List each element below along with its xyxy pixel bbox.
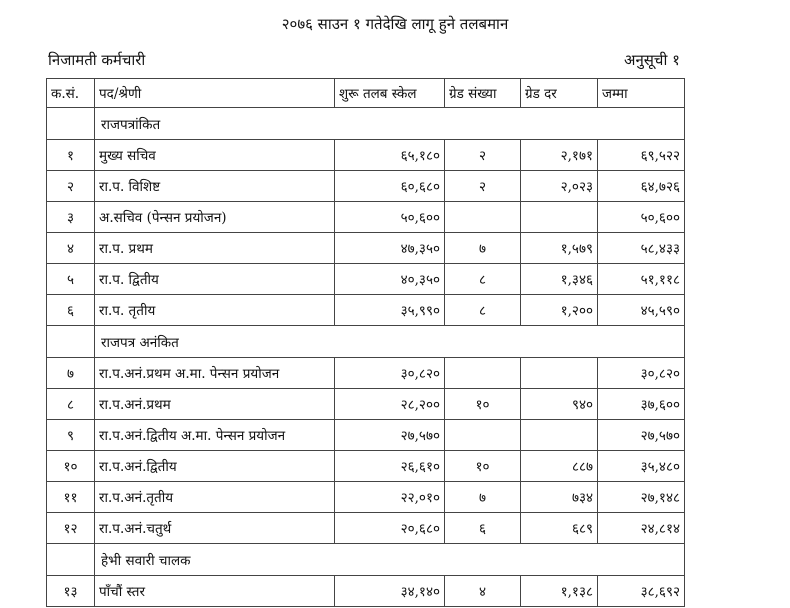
cell-grade-rate: ६८९ <box>521 513 598 544</box>
cell-total: २७,१४८ <box>598 482 685 513</box>
cell-post: रा.प.अनं.तृतीय <box>95 482 335 513</box>
cell-grade-rate: १,५७९ <box>521 233 598 264</box>
cell-serial: १२ <box>47 513 95 544</box>
table-row <box>47 140 685 171</box>
table-row <box>47 295 685 326</box>
cell-scale: ६०,६८० <box>335 171 445 202</box>
cell-grade-rate: २,१७१ <box>521 140 598 171</box>
cell-post: रा.प.अनं.द्वितीय <box>95 451 335 482</box>
cell-total: ५८,४३३ <box>598 233 685 264</box>
section-row <box>47 544 685 576</box>
cell-grade-rate: ७३४ <box>521 482 598 513</box>
cell-post: रा.प.अनं.द्वितीय अ.मा. पेन्सन प्रयोजन <box>95 420 335 451</box>
cell-grade-count: ७ <box>445 482 521 513</box>
cell-scale: २०,६८० <box>335 513 445 544</box>
cell-post: रा.प.अनं.प्रथम <box>95 389 335 420</box>
cell-grade-rate: ८८७ <box>521 451 598 482</box>
cell-serial: ५ <box>47 264 95 295</box>
cell-post: पाँचौं स्तर <box>95 576 335 607</box>
cell-grade-rate <box>521 420 598 451</box>
cell-grade-count: ८ <box>445 295 521 326</box>
salary-table <box>46 78 685 607</box>
cell-scale: ४०,३५० <box>335 264 445 295</box>
cell-serial: २ <box>47 171 95 202</box>
cell-post: मुख्य सचिव <box>95 140 335 171</box>
cell-grade-count: २ <box>445 140 521 171</box>
cell-grade-rate: १,३४६ <box>521 264 598 295</box>
cell-total: ६९,५२२ <box>598 140 685 171</box>
cell-post: रा.प.अनं.चतुर्थ <box>95 513 335 544</box>
cell-total: २४,८१४ <box>598 513 685 544</box>
cell-grade-count: ४ <box>445 576 521 607</box>
employee-category: निजामती कर्मचारी <box>48 51 146 69</box>
cell-grade-rate: १,२०० <box>521 295 598 326</box>
cell-serial: ८ <box>47 389 95 420</box>
cell-post: रा.प. द्वितीय <box>95 264 335 295</box>
cell-total: ५०,६०० <box>598 202 685 233</box>
cell-grade-rate <box>521 202 598 233</box>
cell-post: रा.प.अनं.प्रथम अ.मा. पेन्सन प्रयोजन <box>95 358 335 389</box>
document-title: २०७६ साउन १ गतेदेखि लागू हुने तलबमान <box>281 15 509 33</box>
cell-grade-rate <box>521 358 598 389</box>
cell-grade-count: २ <box>445 171 521 202</box>
cell-total: ३५,४८० <box>598 451 685 482</box>
table-row <box>47 233 685 264</box>
cell-post: रा.प. तृतीय <box>95 295 335 326</box>
cell-grade-count: ७ <box>445 233 521 264</box>
cell-post: रा.प. प्रथम <box>95 233 335 264</box>
cell-grade-count: ६ <box>445 513 521 544</box>
cell-serial: १० <box>47 451 95 482</box>
cell-post: रा.प. विशिष्ट <box>95 171 335 202</box>
section-blank-cell <box>47 544 95 576</box>
cell-serial: ६ <box>47 295 95 326</box>
cell-grade-rate: ९४० <box>521 389 598 420</box>
cell-total: २७,५७० <box>598 420 685 451</box>
table-row <box>47 513 685 544</box>
cell-grade-count: ८ <box>445 264 521 295</box>
cell-serial: ४ <box>47 233 95 264</box>
cell-scale: ३५,९९० <box>335 295 445 326</box>
section-label: हेभी सवारी चालक <box>95 544 685 576</box>
cell-serial: १ <box>47 140 95 171</box>
cell-total: ३७,६०० <box>598 389 685 420</box>
section-blank-cell <box>47 326 95 358</box>
cell-scale: ६५,१८० <box>335 140 445 171</box>
cell-total: ३८,६९२ <box>598 576 685 607</box>
table-header-row <box>47 79 685 108</box>
cell-total: ४५,५९० <box>598 295 685 326</box>
header-scale: शुरू तलब स्केल <box>335 79 445 108</box>
cell-grade-count <box>445 202 521 233</box>
cell-scale: ३४,१४० <box>335 576 445 607</box>
table-row <box>47 264 685 295</box>
cell-serial: ११ <box>47 482 95 513</box>
cell-scale: ४७,३५० <box>335 233 445 264</box>
table-row <box>47 451 685 482</box>
header-grade-rate: ग्रेड दर <box>521 79 598 108</box>
table-row <box>47 202 685 233</box>
cell-grade-count: १० <box>445 389 521 420</box>
table-row <box>47 420 685 451</box>
cell-scale: २७,५७० <box>335 420 445 451</box>
cell-scale: ५०,६०० <box>335 202 445 233</box>
cell-total: ५१,११८ <box>598 264 685 295</box>
section-label: राजपत्र अनंकित <box>95 326 685 358</box>
cell-grade-rate: १,१३८ <box>521 576 598 607</box>
cell-serial: १३ <box>47 576 95 607</box>
cell-total: ३०,८२० <box>598 358 685 389</box>
cell-serial: ९ <box>47 420 95 451</box>
section-blank-cell <box>47 108 95 140</box>
cell-grade-count: १० <box>445 451 521 482</box>
table-row <box>47 358 685 389</box>
cell-scale: २२,०१० <box>335 482 445 513</box>
cell-grade-count <box>445 358 521 389</box>
header-total: जम्मा <box>598 79 685 108</box>
schedule-label: अनुसूची १ <box>624 51 680 69</box>
cell-serial: ३ <box>47 202 95 233</box>
table-row <box>47 171 685 202</box>
cell-total: ६४,७२६ <box>598 171 685 202</box>
table-row <box>47 576 685 607</box>
section-row <box>47 326 685 358</box>
section-row <box>47 108 685 140</box>
cell-grade-rate: २,०२३ <box>521 171 598 202</box>
cell-serial: ७ <box>47 358 95 389</box>
cell-grade-count <box>445 420 521 451</box>
cell-scale: २६,६१० <box>335 451 445 482</box>
cell-scale: २८,२०० <box>335 389 445 420</box>
header-grade-count: ग्रेड संख्या <box>445 79 521 108</box>
header-serial: क.सं. <box>47 79 95 108</box>
header-post: पद/श्रेणी <box>95 79 335 108</box>
table-row <box>47 389 685 420</box>
section-label: राजपत्रांकित <box>95 108 685 140</box>
table-row <box>47 482 685 513</box>
cell-post: अ.सचिव (पेन्सन प्रयोजन) <box>95 202 335 233</box>
cell-scale: ३०,८२० <box>335 358 445 389</box>
